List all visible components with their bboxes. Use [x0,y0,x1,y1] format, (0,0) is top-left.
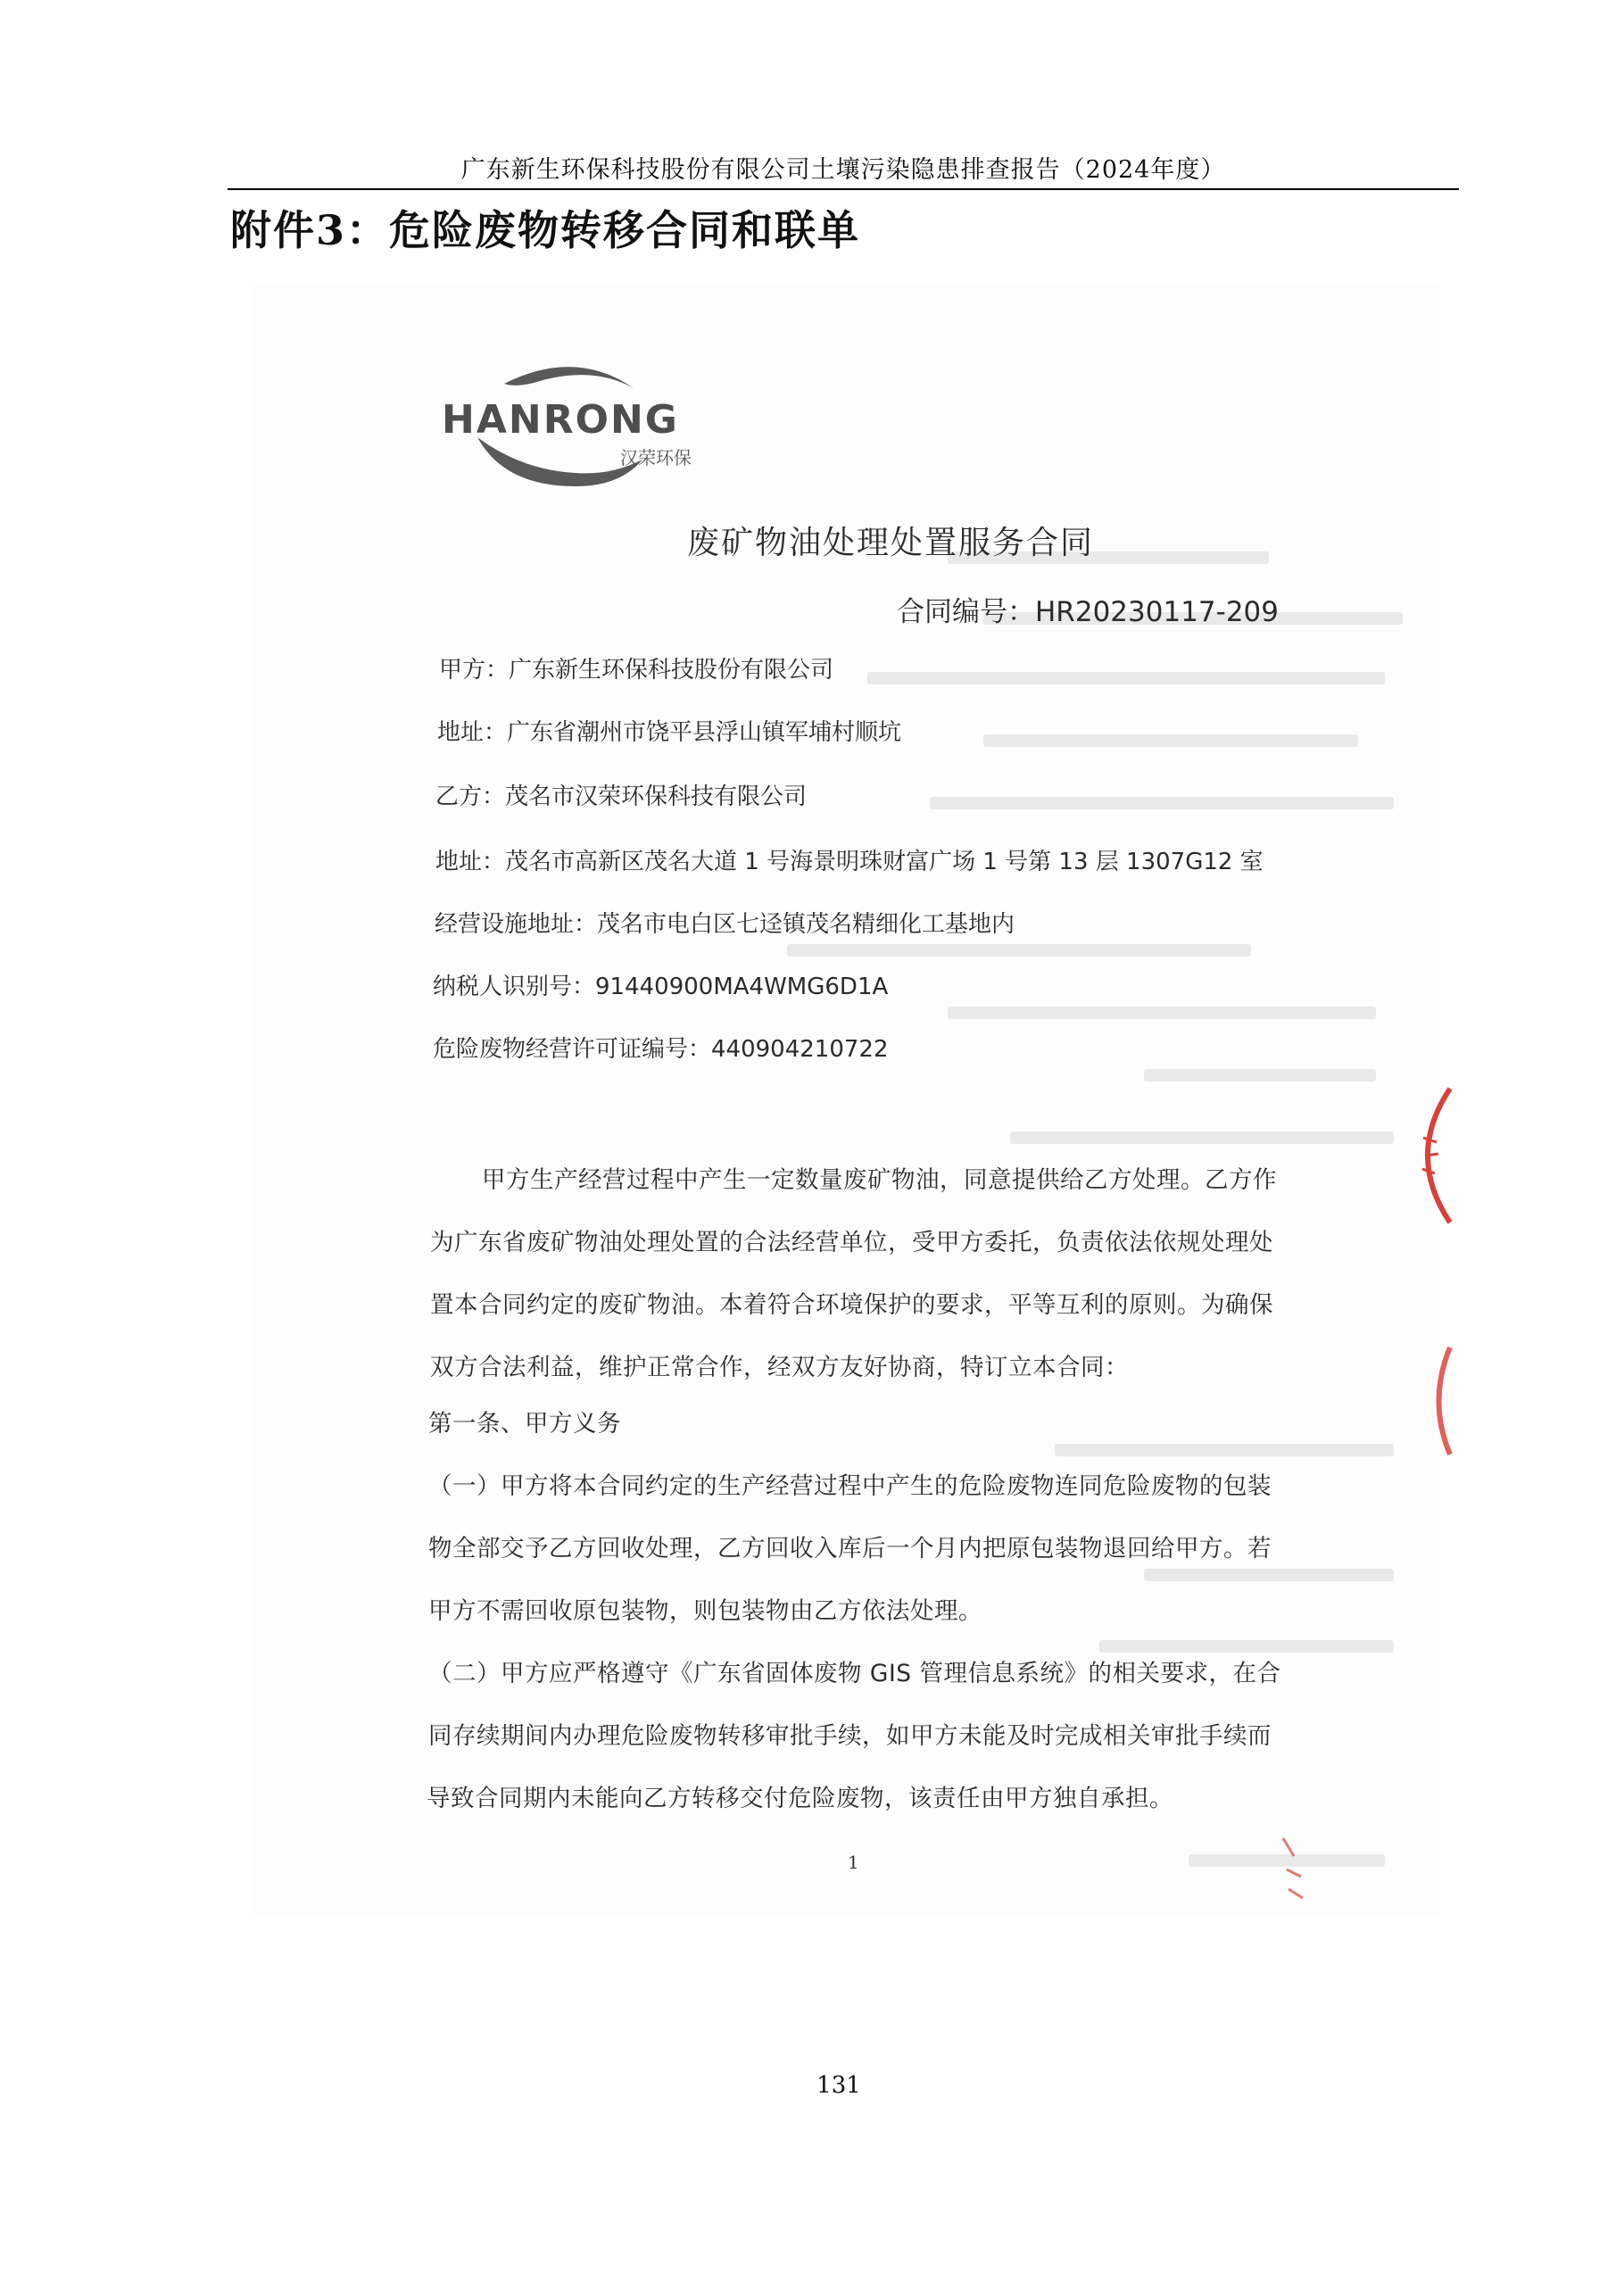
logo-arc-top [504,367,634,388]
body-paragraph-line: 置本合同约定的废矿物油。本着符合环境保护的要求，平等互利的原则。为确保 [430,1291,1273,1319]
seal-fragment-top [1401,1084,1454,1227]
body-paragraph-line: 同存续期间内办理危险废物转移审批手续，如甲方未能及时完成相关审批手续而 [428,1722,1272,1750]
logo-brand-cn: 汉荣环保 [620,447,692,468]
stamp-residue [1276,1834,1312,1905]
seal-arc [1439,1347,1451,1455]
show-through-line [948,1007,1376,1019]
body-paragraph-line: 双方合法利益，维护正常合作，经双方友好协商，特订立本合同： [430,1354,1129,1381]
facility-address-line: 经营设施地址：茂名市电白区七迳镇茂名精细化工基地内 [435,911,1015,938]
body-paragraph-line: 甲方生产经营过程中产生一定数量废矿物油，同意提供给乙方处理。乙方作 [482,1166,1277,1194]
body-paragraph-line: 甲方不需回收原包装物，则包装物由乙方依法处理。 [428,1597,982,1625]
header-divider [228,188,1459,190]
body-paragraph-line: 物全部交予乙方回收处理，乙方回收入库后一个月内把原包装物退回给甲方。若 [428,1535,1272,1562]
contract-number: 合同编号：HR20230117-209 [897,596,1279,628]
show-through-line [930,797,1394,809]
attachment-title: 附件3：危险废物转移合同和联单 [230,206,861,254]
show-through-line [867,672,1385,684]
show-through-line [787,944,1251,957]
page-header: 广东新生环保科技股份有限公司土壤污染隐患排查报告（2024年度） [460,156,1226,184]
party-a-line: 甲方：广东新生环保科技股份有限公司 [439,657,834,684]
license-number-line: 危险废物经营许可证编号：440904210722 [433,1036,889,1063]
party-a-address-line: 地址：广东省潮州市饶平县浮山镇军埔村顺坑 [437,719,902,746]
party-b-address-line: 地址：茂名市高新区茂名大道 1 号海景明珠财富广场 1 号第 13 层 1307G12 室 [435,849,1264,875]
taxpayer-id-line: 纳税人识别号：91440900MA4WMG6D1A [433,974,889,1000]
body-paragraph-line: （二）甲方应严格遵守《广东省固体废物 GIS 管理信息系统》的相关要求，在合 [428,1660,1281,1687]
section-heading: 第一条、甲方义务 [428,1410,621,1438]
show-through-line [1099,1640,1394,1653]
show-through-line [1055,1444,1394,1456]
logo-brand-en: HANRONG [442,397,679,443]
contract-title: 废矿物油处理处置服务合同 [687,525,1095,561]
page-number: 131 [816,2072,861,2099]
body-paragraph-line: 导致合同期内未能向乙方转移交付危险废物，该责任由甲方独自承担。 [427,1785,1173,1812]
stamp-marks [1283,1838,1303,1898]
show-through-line [1144,1069,1376,1082]
show-through-line [983,734,1358,747]
seal-fragment-bottom [1419,1343,1454,1459]
show-through-line [1144,1569,1394,1581]
inner-page-number: 1 [848,1852,859,1873]
body-paragraph-line: 为广东省废矿物油处理处置的合法经营单位，受甲方委托，负责依法依规处理处 [430,1229,1273,1256]
hanrong-logo [442,352,736,499]
party-b-line: 乙方：茂名市汉荣环保科技有限公司 [435,783,808,810]
logo-arc-bottom [477,437,642,486]
body-paragraph-line: （一）甲方将本合同约定的生产经营过程中产生的危险废物连同危险废物的包装 [428,1472,1272,1500]
show-through-line [1010,1131,1394,1144]
